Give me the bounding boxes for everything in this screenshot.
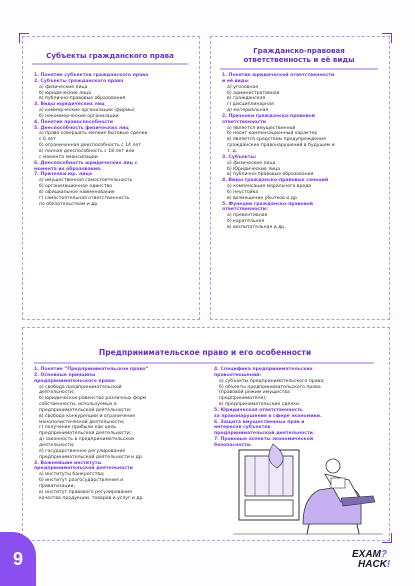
list-item: предпринимательской деятельности и др. xyxy=(39,454,144,460)
list-item: предпринимателя); xyxy=(219,396,267,402)
section-heading: 5. Дееспособность физических лиц xyxy=(34,125,129,131)
civil-liability-title: Гражданско-правовая ответственность и её виды xyxy=(243,46,355,64)
list-item: (правовой режим имущества xyxy=(219,390,290,396)
list-item: в) возмещение убытков и др. xyxy=(227,195,299,201)
list-item: б) институт разгосударствления и xyxy=(39,478,124,484)
list-item: б) карательная xyxy=(227,219,265,225)
list-item: в) воспитательная и др. xyxy=(227,224,286,230)
list-item: в) свобода конкуренции и ограничение xyxy=(39,413,136,419)
title-underline xyxy=(220,68,378,70)
list-item: а) уголовная xyxy=(227,84,259,90)
list-item: в) является средством предупреждения xyxy=(227,137,326,143)
section-heading: 4. Специфика предпринимательских xyxy=(214,367,313,372)
list-item: предпринимательской деятельности; xyxy=(39,431,132,437)
section-heading: и её виды xyxy=(222,78,249,84)
list-item: в) полная дееспособность с 18 лет или xyxy=(39,148,135,154)
list-item: е) государственное регулирование xyxy=(39,448,126,454)
list-item: г) самостоятельная ответственность xyxy=(39,195,130,201)
list-item: г) дисциплинарная xyxy=(227,102,274,108)
section-heading: предпринимательской деятельности xyxy=(34,466,133,472)
list-item: в) публично-правовые образования xyxy=(227,172,314,178)
list-item: в) институт правового регулирования xyxy=(39,489,132,495)
title-underline xyxy=(32,63,188,65)
list-item: а) компенсация морального вреда xyxy=(227,184,312,190)
section-heading: 6. Дееспособность юридических лиц с xyxy=(34,160,138,166)
list-item: деятельности; xyxy=(39,390,75,396)
list-item: а) является имущественной xyxy=(227,125,296,131)
list-item: б) Юридические лица xyxy=(227,166,281,172)
list-item: б) административная xyxy=(227,90,280,96)
section-heading: 2. Признаки гражданско-правовой xyxy=(222,113,315,119)
section-heading: ответственности xyxy=(222,119,267,125)
list-item: б) неустойка xyxy=(227,189,259,195)
section-heading: 7. Правовые аспекты экономической xyxy=(214,437,314,443)
section-heading: 6. Защита имущественных прав и xyxy=(214,419,305,425)
corner-mark xyxy=(382,533,392,543)
list-item: а) свобода предпринимательской xyxy=(39,384,122,390)
civil-law-subjects-title: Субъекты гражданского права xyxy=(46,51,174,60)
section-heading: 3. Субъекты: xyxy=(222,154,257,160)
list-item: д) материальная xyxy=(227,108,269,114)
list-item: а) имущественная самостоятельность xyxy=(39,178,133,184)
section-heading: 2. Субъекты гражданского права xyxy=(34,78,124,84)
list-item: с момента эмансипации xyxy=(39,154,98,160)
list-item: в) предпринимательские сделки. xyxy=(219,402,301,408)
corner-mark xyxy=(382,33,392,43)
section-heading: 5. Функции гражданско-правовой xyxy=(222,201,313,207)
woman-reading-illustration xyxy=(233,440,383,536)
list-item: по обязательствам и др. xyxy=(39,201,99,207)
section-heading: за правонарушения в сфере экономики. xyxy=(214,413,322,419)
list-item: т. д. xyxy=(227,148,238,154)
section-heading: 4. Понятие правоспособности xyxy=(34,119,113,125)
section-heading: 1. Понятие “Предпринимательское право” xyxy=(34,367,149,372)
section-heading: момента их образования. xyxy=(34,166,102,172)
list-item: а) коммерческие организации (фирмы) xyxy=(39,108,135,114)
section-heading: правоотношений: xyxy=(214,372,262,378)
list-item: б) юридические лица xyxy=(39,90,91,96)
page-number-badge: 9 xyxy=(0,532,36,586)
list-item: а) физические лица xyxy=(227,160,276,166)
section-heading: безопасности. xyxy=(214,442,252,448)
section-heading: 1. Понятие юридической ответственности xyxy=(222,73,335,78)
section-heading: 2. Основные принципы xyxy=(34,372,96,378)
list-item: а) физические лица xyxy=(39,84,88,90)
section-heading: 7. Признаки юр. лица xyxy=(34,172,92,178)
list-item: б) носит компенсационный характер xyxy=(227,131,318,137)
list-item: гражданских правонарушений в будущем и xyxy=(227,143,335,149)
list-item: монополистической деятельности; xyxy=(39,419,125,425)
section-heading: 1. Понятие субъектов гражданского права xyxy=(34,73,149,78)
section-heading: 4. Виды гражданско-правовых санкций xyxy=(222,178,329,184)
section-heading: ответственности: xyxy=(222,207,268,213)
business-law-list-right xyxy=(214,367,386,449)
section-heading: предпринимательской деятельности. xyxy=(214,431,315,437)
list-item: б) некоммерческие организации xyxy=(39,113,119,119)
section-heading: интересов субъектов xyxy=(214,425,271,431)
list-item: качества продукции, товаров и услуг и др. xyxy=(39,495,144,501)
civil-liability-list xyxy=(222,73,386,231)
civil-law-subjects-list xyxy=(34,73,194,207)
corner-mark xyxy=(19,33,29,43)
list-item: б) ограниченная дееспособность с 14 лет xyxy=(39,143,141,149)
list-item: а) превентивная xyxy=(227,213,268,219)
list-item: в) гражданская xyxy=(227,96,266,102)
list-item: с 6 лет xyxy=(39,137,56,143)
list-item: б) организационное единство xyxy=(39,184,113,190)
section-heading: 3. Виды юридических лиц xyxy=(34,102,105,108)
section-heading: 3. Важнейшие институты xyxy=(34,460,102,466)
examhack-logo: EXAM? HACK! xyxy=(352,549,391,570)
list-item: б) юридическое равенство различных форм xyxy=(39,396,147,402)
title-underline xyxy=(34,362,374,364)
list-item: а) право совершать мелкие бытовые сделки xyxy=(39,131,148,137)
list-item: г) получение прибыли как цель xyxy=(39,425,117,431)
list-item: в) публично-правовые образования xyxy=(39,96,126,102)
list-item: собственности, используемых в xyxy=(39,402,117,408)
list-item: предпринимательской деятельности; xyxy=(39,407,132,413)
list-item: приватизации; xyxy=(39,483,75,489)
list-item: б) объекты предпринимательского права xyxy=(219,384,321,390)
business-law-list-left xyxy=(34,367,209,501)
section-heading: 5. Юридическая ответственность xyxy=(214,407,303,413)
list-item: деятельности; xyxy=(39,442,75,448)
section-heading: предпринимательского права: xyxy=(34,378,116,384)
list-item: в) официальное наименование xyxy=(39,189,115,195)
business-law-title: Предпринимательское право и его особенности xyxy=(98,348,312,357)
list-item: а) институты банкротства; xyxy=(39,472,105,478)
list-item: а) субъекты предпринимательского права; xyxy=(219,378,325,384)
list-item: д) законность в предпринимательской xyxy=(39,437,134,443)
